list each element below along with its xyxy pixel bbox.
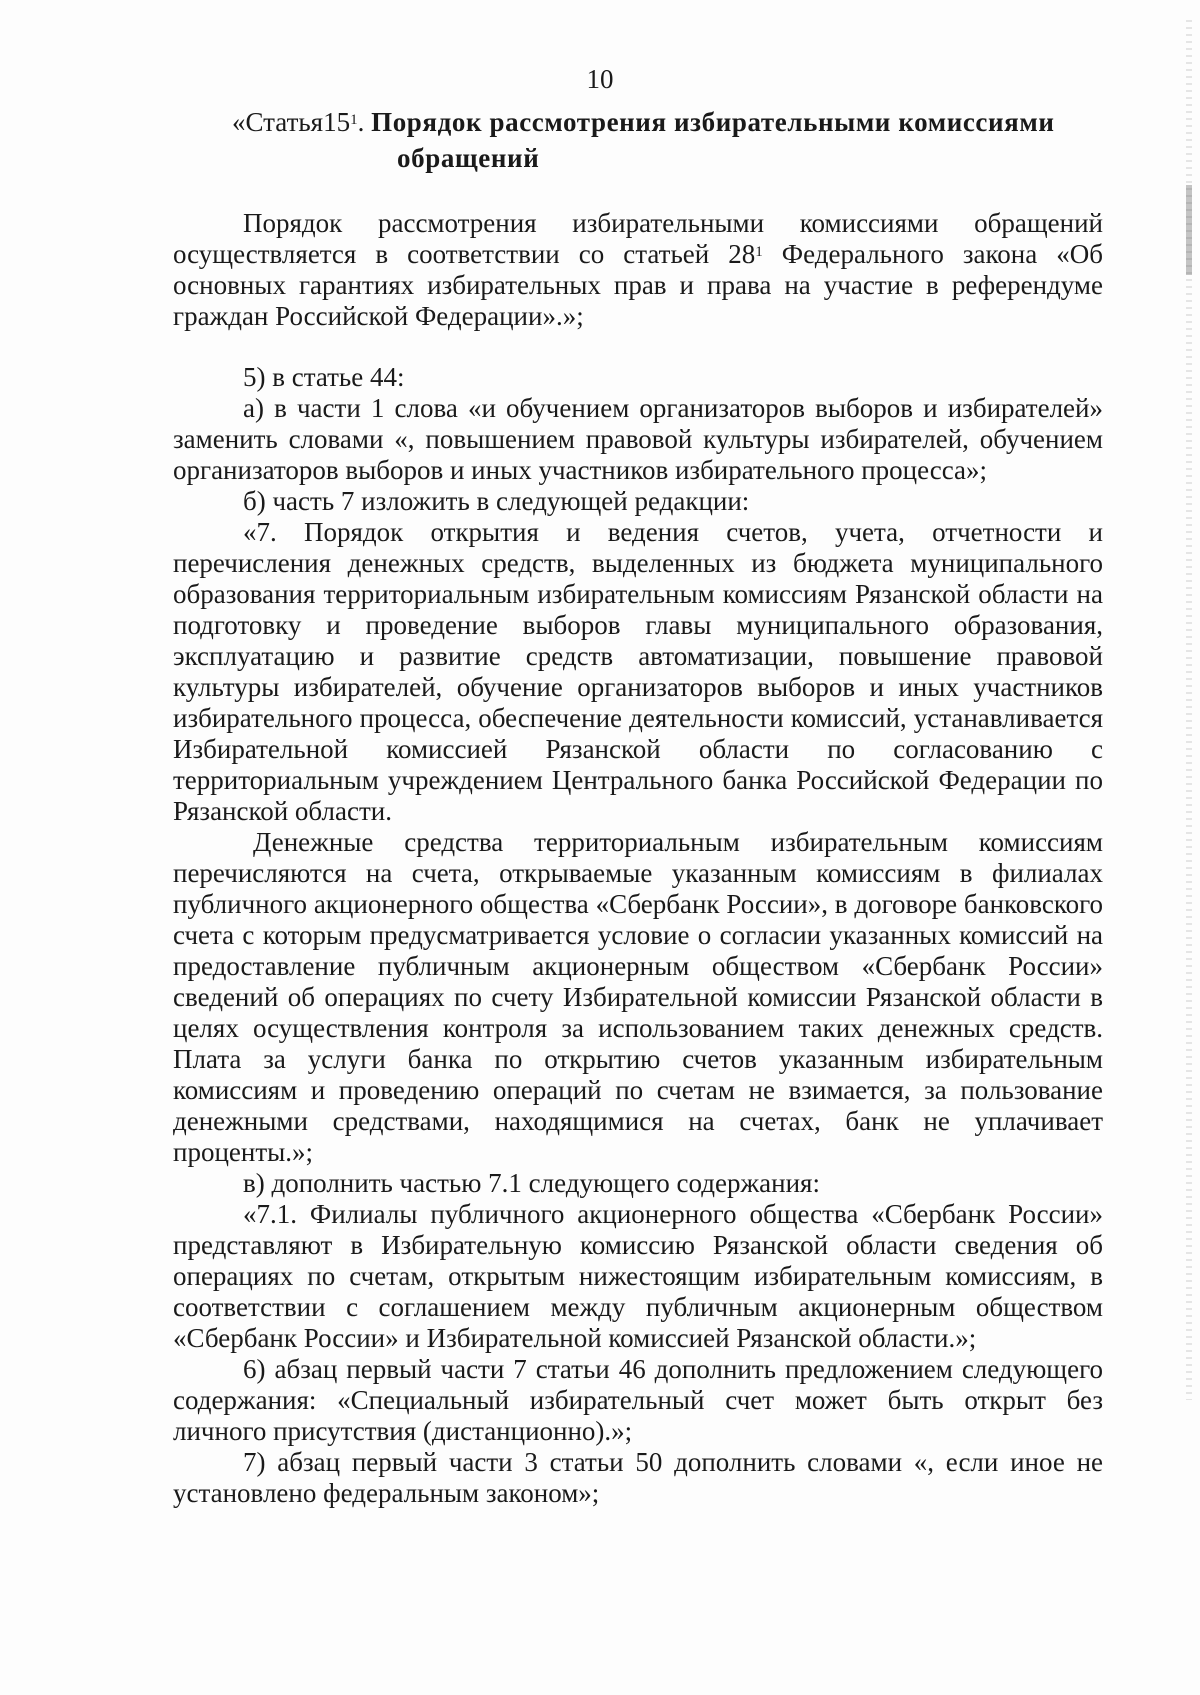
scan-edge-artifact	[1186, 20, 1192, 1400]
paragraph-1-superscript: 1	[755, 244, 763, 260]
document-body	[173, 208, 1103, 1509]
article-lead-dot: .	[357, 107, 365, 137]
paragraph-4: б) часть 7 изложить в следующей редакции:	[243, 486, 750, 516]
page-number: 10	[586, 64, 614, 94]
scan-edge-dark-band	[1186, 185, 1192, 275]
paragraph-10: 7) абзац первый части 3 статьи 50 дополнить словами «, если иное не установлено федеральным законом»;	[173, 1447, 1103, 1508]
article-superscript: 1	[350, 112, 358, 128]
article-lead: «Статья15	[232, 107, 351, 137]
paragraph-8: «7.1. Филиалы публичного акционерного общества «Сбербанк России» представляют в Избирательную комиссию Рязанской области сведения об операциях по счетам, открытым нижестоящим избирательным комиссиям, в соответствии с соглашением между публичным акционерным обществом «Сбербанк России» и Избирательной комиссией Рязанской области.»;	[173, 1199, 1103, 1353]
paragraph-9: 6) абзац первый части 7 статьи 46 дополнить предложением следующего содержания: «Специальный избирательный счет может быть открыт без личного присутствия (дистанционно).»;	[173, 1354, 1103, 1446]
paragraph-3: а) в части 1 слова «и обучением организаторов выборов и избирателей» заменить словами «, повышением правовой культуры избирателей, обучением организаторов выборов и иных участников избирательного процесса»;	[173, 393, 1103, 485]
paragraph-6: Денежные средства территориальным избирательным комиссиям перечисляются на счета, открываемые указанным комиссиям в филиалах публичного акционерного общества «Сбербанк России», в договоре банковского счета с которым предусматривается условие о согласии указанных комиссий на предоставление публичным акционерным обществом «Сбербанк России» сведений об операциях по счету Избирательной комиссии Рязанской области в целях осуществления контроля за использованием таких денежных средств. Плата за услуги банка по открытию счетов указанным избирательным комиссиям и проведению операций по счетам не взимается, за пользование денежными средствами, находящимися на счетах, банк не уплачивает проценты.»;	[173, 827, 1103, 1167]
article-title-line2: обращений	[397, 143, 540, 173]
paragraph-1	[173, 208, 1103, 332]
paragraph-1-text: Порядок рассмотрения избирательными комиссиями обращений осуществляется в соответствии со статьей 28	[173, 208, 1103, 269]
article-heading	[232, 104, 1102, 176]
paragraph-1-text-end: Федерального закона «Об основных гарантиях избирательных прав и права на участие в референдуме граждан Российской Федерации».»;	[173, 239, 1103, 331]
paragraph-7: в) дополнить частью 7.1 следующего содержания:	[243, 1168, 820, 1198]
article-title-line1: Порядок рассмотрения избирательными комиссиями	[371, 107, 1055, 137]
article-number	[232, 107, 364, 137]
paragraph-2: 5) в статье 44:	[243, 362, 405, 392]
paragraph-5: «7. Порядок открытия и ведения счетов, учета, отчетности и перечисления денежных средств, выделенных из бюджета муниципального образования территориальным избирательным комиссиям Рязанской области на подготовку и проведение выборов главы муниципального образования, эксплуатацию и развитие средств автоматизации, повышение правовой культуры избирателей, обучение организаторов выборов и иных участников избирательного процесса, обеспечение деятельности комиссий, устанавливается Избирательной комиссией Рязанской области по согласованию с территориальным учреждением Центрального банка Российской Федерации по Рязанской области.	[173, 517, 1103, 826]
